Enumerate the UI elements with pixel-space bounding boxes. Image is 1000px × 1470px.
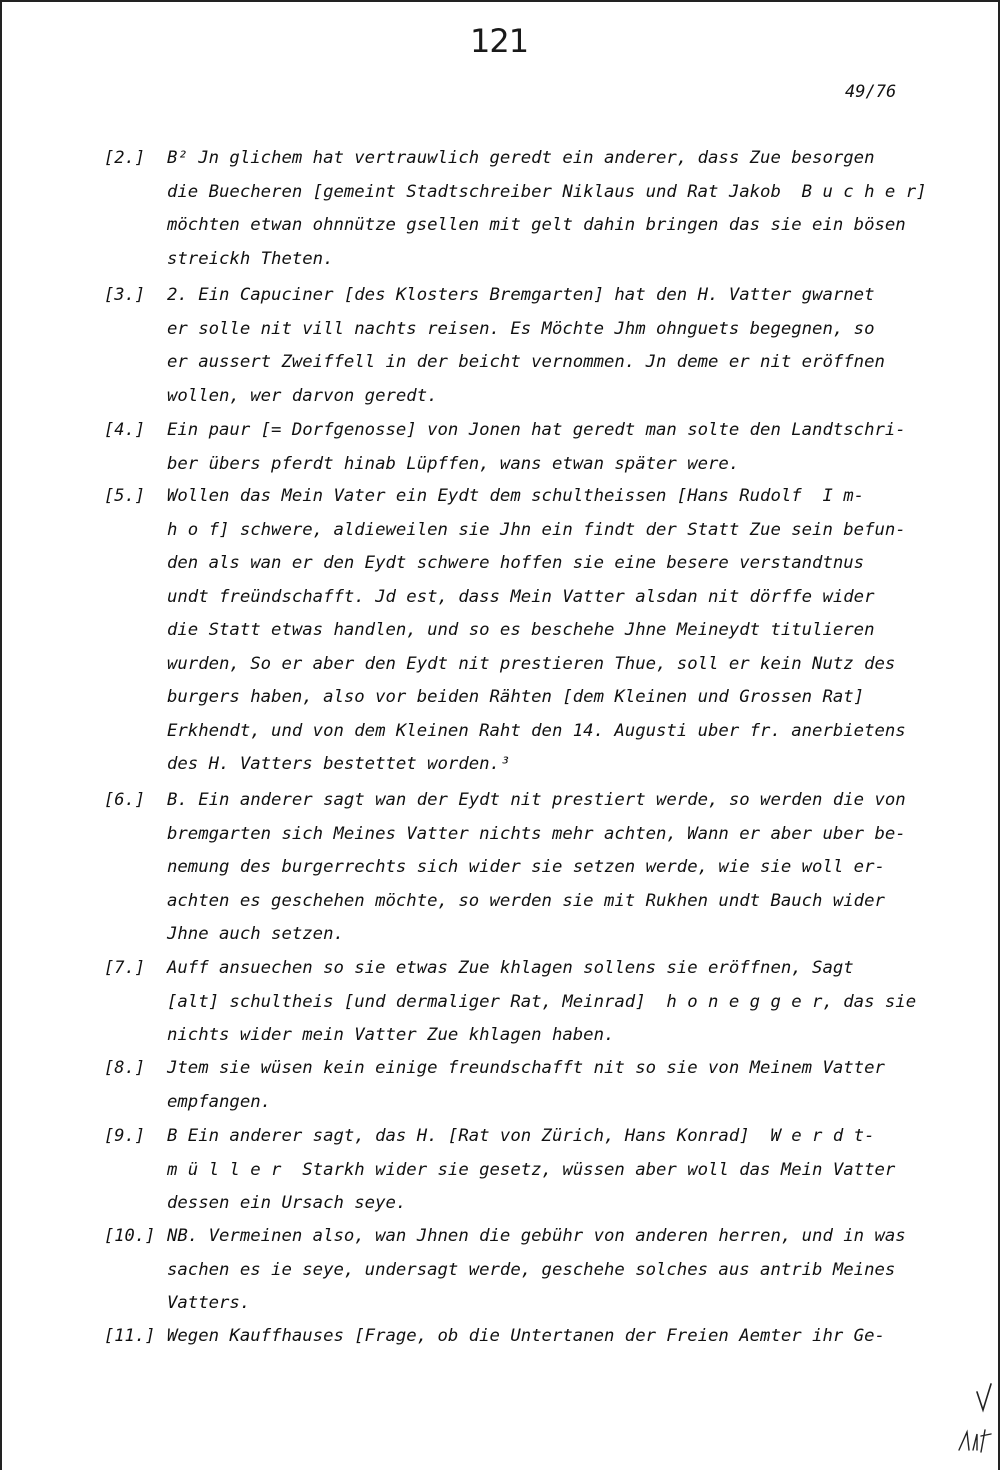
entry-text: Ein paur [= Dorfgenosse] von Jonen hat geredt man solte den Landtschri- ber übers pferdt hinab Lüpffen, wans etwan später were. — [167, 420, 906, 474]
entry-number: [10.] — [104, 1226, 156, 1246]
entry-number: [2.] — [104, 148, 145, 168]
folio-number: 121 — [470, 22, 529, 60]
entry-number: [5.] — [104, 486, 145, 506]
entry-text: Wollen das Mein Vater ein Eydt dem schultheissen [Hans Rudolf I m- h o f] schwere, aldieweilen sie Jhn ein findt der Statt Zue sein befun- den als wan er den Eydt schwere hoffen sie eine besere verstandtnus undt freündschafft. Jd est, dass Mein Vatter alsdan nit dörffe wider die Statt etwas handlen, und so es beschehe Jhne Meineydt titulieren wurden, So er aber den Eydt nit prestieren Thue, soll er kein Nutz des burgers haben, also vor beiden Rähten [dem Kleinen und Grossen Rat] Erkhendt, und von dem Kleinen Raht den 14. Augusti uber fr. anerbietens des H. Vatters bestettet worden.³ — [167, 486, 906, 774]
entry-text: Jtem sie wüsen kein einige freundschafft nit so sie von Meinem Vatter empfangen. — [167, 1058, 885, 1112]
entry-text: NB. Vermeinen also, wan Jhnen die gebühr von anderen herren, und in was sachen es ie seye, undersagt werde, geschehe solches aus antrib Meines Vatters. — [167, 1226, 906, 1313]
entry-text: Wegen Kauffhauses [Frage, ob die Untertanen der Freien Aemter ihr Ge- — [167, 1326, 885, 1346]
entry-text: 2. Ein Capuciner [des Klosters Bremgarten] hat den H. Vatter gwarnet er solle nit vill nachts reisen. Es Möchte Jhm ohnguets begegnen, so er aussert Zweiffell in der beicht vernommen. Jn deme er nit eröffnen wollen, wer darvon geredt. — [167, 285, 885, 406]
entry-text: B. Ein anderer sagt wan der Eydt nit prestiert werde, so werden die von bremgarten sich Meines Vatter nichts mehr achten, Wann er aber uber be- nemung des burgerrechts sich wider sie setzen werde, wie sie woll er- achten es geschehen möchte, so werden sie mit Rukhen undt Bauch wider Jhne auch setzen. — [167, 790, 906, 944]
page-border-top — [0, 0, 1000, 2]
page-reference: 49/76 — [845, 82, 897, 102]
entry-number: [7.] — [104, 958, 145, 978]
entry-number: [3.] — [104, 285, 145, 305]
entry-number: [9.] — [104, 1126, 145, 1146]
entry-number: [4.] — [104, 420, 145, 440]
entry-text: Auff ansuechen so sie etwas Zue khlagen sollens sie eröffnen, Sagt [alt] schultheis [und dermaliger Rat, Meinrad] h o n e g g e r, das sie nichts wider mein Vatter Zue khlagen haben. — [167, 958, 917, 1045]
handwritten-checkmark-icon — [955, 1380, 995, 1470]
entry-number: [11.] — [104, 1326, 156, 1346]
entry-text: B Ein anderer sagt, das H. [Rat von Zürich, Hans Konrad] W e r d t- m ü l l e r Starkh wider sie gesetz, wüssen aber woll das Mein Vatter dessen ein Ursach seye. — [167, 1126, 896, 1213]
page-border-left — [0, 0, 2, 1470]
entry-number: [8.] — [104, 1058, 145, 1078]
entry-text: B² Jn glichem hat vertrauwlich geredt ein anderer, dass Zue besorgen die Buecheren [gemeint Stadtschreiber Niklaus und Rat Jakob B u c h e r] möchten etwan ohnnütze gsellen mit gelt dahin bringen das sie ein bösen streickh Theten. — [167, 148, 927, 269]
entry-number: [6.] — [104, 790, 145, 810]
